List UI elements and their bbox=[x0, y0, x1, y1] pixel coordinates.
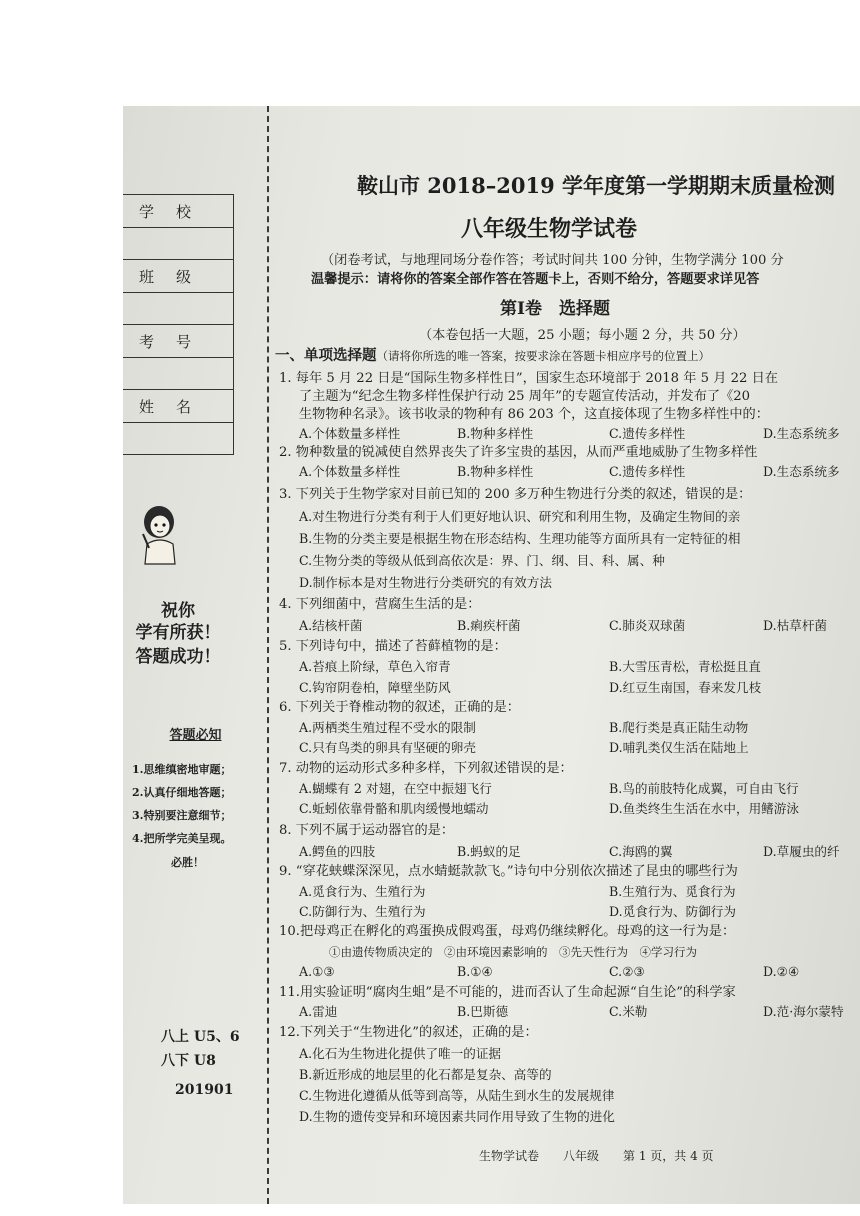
option: D.生态系统多 bbox=[763, 464, 840, 479]
exam-paper bbox=[123, 106, 860, 1204]
exam-note: （闭卷考试，与地理同场分卷作答；考试时间共 100 分钟，生物学满分 100 分 bbox=[321, 253, 784, 268]
field-label: 学校 bbox=[139, 203, 214, 221]
option: C.钩帘阴卷柏，障壁坐防风 bbox=[299, 680, 451, 695]
option: C.海鸥的翼 bbox=[609, 844, 673, 859]
paper-subtitle: 八年级生物学试卷 bbox=[461, 216, 638, 242]
wish-line: 答题成功！ bbox=[135, 647, 221, 667]
info-row-school bbox=[123, 194, 234, 259]
unit-code: 八下 U8 bbox=[161, 1053, 216, 1069]
option: D.生物的遗传变异和环境因素共同作用导致了生物的进化 bbox=[299, 1109, 615, 1124]
option: A.鳄鱼的四肢 bbox=[299, 844, 376, 859]
question-stem: 了主题为“纪念生物多样性保护行动 25 周年”的专题宣传活动，并发布了《20 bbox=[299, 389, 751, 404]
option: A.对生物进行分类有利于人们更好地认识、研究和利用生物，及确定生物间的亲 bbox=[299, 509, 741, 524]
option: D.草履虫的纤 bbox=[763, 844, 840, 859]
option: A.觅食行为、生殖行为 bbox=[299, 884, 426, 899]
fold-line bbox=[267, 106, 269, 1204]
notice-item: 2.认真仔细地答题； bbox=[132, 786, 232, 799]
option: D.②④ bbox=[763, 964, 800, 979]
page-footer: 生物学试卷 八年级 第 1 页，共 4 页 bbox=[479, 1149, 714, 1163]
notice-item: 1.思维缜密地审题； bbox=[132, 763, 232, 776]
field-label: 姓名 bbox=[139, 398, 214, 416]
notice-item: 4.把所学完美呈现。 bbox=[132, 832, 232, 845]
question-stem: 7. 动物的运动形式多种多样，下列叙述错误的是： bbox=[279, 761, 573, 776]
option: C.米勒 bbox=[609, 1004, 648, 1019]
question-statements: ①由遗传物质决定的 ②由环境因素影响的 ③先天性行为 ④学习行为 bbox=[329, 945, 697, 959]
question-stem: 1. 每年 5 月 22 日是“国际生物多样性日”，国家生态环境部于 2018 年 5 月 22 日在 bbox=[279, 371, 778, 386]
student-info-table bbox=[123, 194, 234, 455]
notice-item: 必胜！ bbox=[171, 856, 204, 869]
question-stem: 6. 下列关于脊椎动物的叙述，正确的是： bbox=[279, 700, 520, 715]
option: B.痢疾杆菌 bbox=[457, 618, 521, 633]
option: D.觅食行为、防御行为 bbox=[609, 904, 736, 919]
option: B.鸟的前肢特化成翼，可自由飞行 bbox=[609, 781, 799, 796]
option: D.枯草杆菌 bbox=[763, 618, 828, 633]
option: B.巴斯德 bbox=[457, 1004, 509, 1019]
part-note: （请将你所选的唯一答案，按要求涂在答题卡相应序号的位置上） bbox=[376, 349, 710, 363]
paper-code: 201901 bbox=[175, 1082, 234, 1098]
option: A.蝴蝶有 2 对翅，在空中振翅飞行 bbox=[299, 781, 492, 796]
option: B.生殖行为、觅食行为 bbox=[609, 884, 736, 899]
unit-code: 八上 U5、6 bbox=[161, 1029, 240, 1045]
tip-text: 请将你的答案全部作答在答题卡上，否则不给分，答题要求详见答 bbox=[376, 272, 760, 287]
option: B.爬行类是真正陆生动物 bbox=[609, 720, 749, 735]
question-stem: 5. 下列诗句中，描述了苔藓植物的是： bbox=[279, 639, 507, 654]
option: A.化石为生物进化提供了唯一的证据 bbox=[299, 1046, 502, 1061]
option: C.生物分类的等级从低到高依次是：界、门、纲、目、科、属、种 bbox=[299, 553, 665, 568]
option: B.①④ bbox=[457, 964, 493, 979]
notice-title: 答题必知 bbox=[169, 728, 222, 743]
option: B.物种多样性 bbox=[457, 464, 534, 479]
option: D.生态系统多 bbox=[763, 426, 840, 441]
exam-title: 鞍山市 2018–2019 学年度第一学期期末质量检测 bbox=[357, 173, 836, 198]
option: A.个体数量多样性 bbox=[299, 464, 401, 479]
wish-line: 祝你 bbox=[161, 601, 195, 621]
option: A.①③ bbox=[299, 964, 335, 979]
option: C.只有鸟类的卵具有坚硬的卵壳 bbox=[299, 740, 476, 755]
option: B.生物的分类主要是根据生物在形态结构、生理功能等方面所具有一定特征的相 bbox=[299, 531, 741, 546]
info-row-name bbox=[123, 389, 234, 455]
question-stem: 12.下列关于“生物进化”的叙述，正确的是： bbox=[279, 1025, 538, 1040]
option: A.两栖类生殖过程不受水的限制 bbox=[299, 720, 476, 735]
option: D.范·海尔蒙特 bbox=[763, 1004, 844, 1019]
question-stem: 11.用实验证明“腐肉生蛆”是不可能的，进而否认了生命起源“自生论”的科学家 bbox=[279, 985, 736, 1000]
info-row-exam-number bbox=[123, 324, 234, 389]
question-stem: 3. 下列关于生物学家对目前已知的 200 多万种生物进行分类的叙述，错误的是： bbox=[279, 487, 752, 502]
option: D.红豆生南国，春来发几枝 bbox=[609, 680, 762, 695]
option: B.蚂蚁的足 bbox=[457, 844, 521, 859]
question-stem: 10.把母鸡正在孵化的鸡蛋换成假鸡蛋，母鸡仍继续孵化。母鸡的这一行为是： bbox=[279, 924, 736, 939]
option: A.苔痕上阶绿，草色入帘青 bbox=[299, 659, 451, 674]
section-note: （本卷包括一大题，25 小题；每小题 2 分，共 50 分） bbox=[419, 328, 746, 343]
option: C.遗传多样性 bbox=[609, 464, 686, 479]
wish-line: 学有所获！ bbox=[135, 623, 221, 643]
field-label: 考号 bbox=[139, 333, 214, 351]
option: C.蚯蚓依靠骨骼和肌肉缓慢地蠕动 bbox=[299, 801, 489, 816]
tip-line bbox=[311, 272, 759, 288]
question-stem: 生物物种名录》。该书收录的物种有 86 203 个，这直接体现了生物多样性中的： bbox=[299, 407, 769, 422]
option: B.大雪压青松，青松挺且直 bbox=[609, 659, 761, 674]
question-stem: 8. 下列不属于运动器官的是： bbox=[279, 823, 455, 838]
option: C.②③ bbox=[609, 964, 645, 979]
option: C.防御行为、生殖行为 bbox=[299, 904, 426, 919]
option: C.肺炎双球菌 bbox=[609, 618, 686, 633]
option: A.个体数量多样性 bbox=[299, 426, 401, 441]
option: A.雷迪 bbox=[299, 1004, 338, 1019]
question-stem: 9. “穿花蛱蝶深深见，点水蜻蜓款款飞。”诗句中分别依次描述了昆虫的哪些行为 bbox=[279, 864, 738, 879]
option: A.结核杆菌 bbox=[299, 618, 363, 633]
info-row-class bbox=[123, 259, 234, 324]
part-title: 一、单项选择题 bbox=[275, 347, 377, 364]
question-stem: 4. 下列细菌中，营腐生生活的是： bbox=[279, 597, 481, 612]
question-stem: 2. 物种数量的锐减使自然界丧失了许多宝贵的基因，从而严重地威胁了生物多样性 bbox=[279, 445, 758, 460]
option: D.鱼类终生生活在水中，用鳍游泳 bbox=[609, 801, 799, 816]
field-label: 班级 bbox=[139, 268, 214, 286]
cartoon-student-icon bbox=[135, 504, 185, 566]
option: B.新近形成的地层里的化石都是复杂、高等的 bbox=[299, 1067, 552, 1082]
option: C.遗传多样性 bbox=[609, 426, 686, 441]
section-title: 第Ⅰ卷 选择题 bbox=[500, 299, 610, 319]
option: C.生物进化遵循从低等到高等，从陆生到水生的发展规律 bbox=[299, 1088, 615, 1103]
option: B.物种多样性 bbox=[457, 426, 534, 441]
part-heading bbox=[275, 348, 710, 365]
tip-label: 温馨提示： bbox=[311, 272, 377, 287]
notice-item: 3.特别要注意细节； bbox=[132, 809, 232, 822]
option: D.制作标本是对生物进行分类研究的有效方法 bbox=[299, 575, 552, 590]
option: D.哺乳类仅生活在陆地上 bbox=[609, 740, 749, 755]
